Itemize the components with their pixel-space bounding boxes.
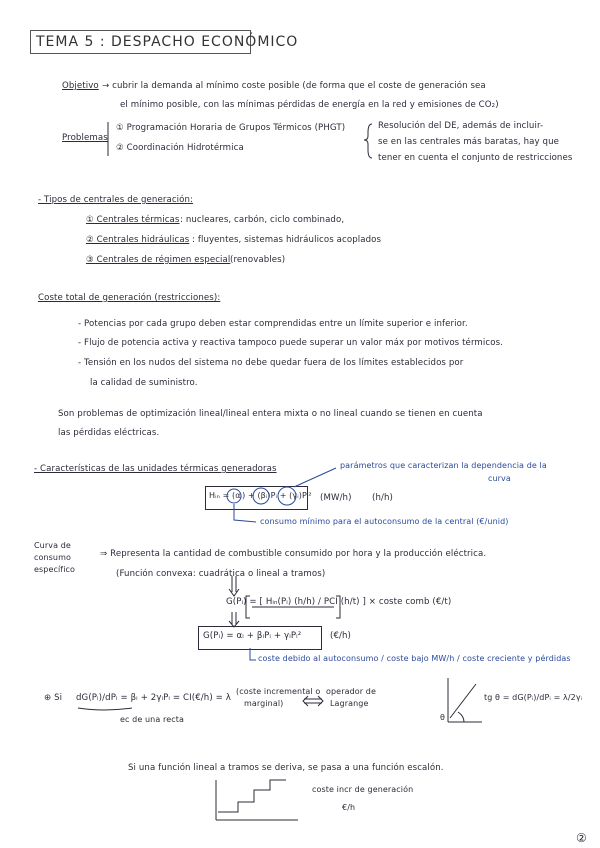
- curve-label: Curva de consumo específico: [34, 541, 76, 574]
- type-item-1-name: ① Centrales térmicas: [86, 215, 180, 225]
- function-text: (Función convexa: cuadrática o lineal a tramos): [116, 569, 326, 579]
- incremental-underline: [78, 708, 132, 710]
- problem-item-2: ② Coordinación Hidrotérmica: [116, 143, 244, 153]
- cost-bullet-3a: - Tensión en los nudos del sistema no debe quedar fuera de los límites establecidos por: [78, 358, 464, 368]
- page-number: ②: [576, 831, 587, 845]
- step-curve: [218, 780, 286, 812]
- fraction-bracket-right: [336, 596, 340, 618]
- lagrange-note-2: Lagrange: [330, 699, 369, 708]
- cost-paragraph-2: las pérdidas eléctricas.: [58, 428, 160, 438]
- step-text: Si una función lineal a tramos se deriva, se pasa a una función escalón.: [128, 763, 444, 773]
- graph-theta-label: θ: [440, 713, 445, 722]
- incremental-note-1: (coste incremental o: [236, 687, 321, 696]
- type-item-1-detail: : nucleares, carbón, ciclo combinado,: [180, 215, 345, 225]
- cost-bullet-2: - Flujo de potencia activa y reactiva tampoco puede superar un valor máx por motivos térmicos.: [78, 338, 503, 348]
- problems-note-2: se en las centrales más baratas, hay que: [378, 137, 559, 147]
- g-note: coste debido al autoconsumo / coste bajo MW/h / coste creciente y pérdidas: [258, 654, 571, 663]
- beta-circle: [253, 488, 269, 504]
- cost-paragraph-1: Son problemas de optimización lineal/lineal entera mixta o no lineal cuando se tienen en cuenta: [58, 409, 483, 419]
- incremental-sub-note: ec de una recta: [120, 715, 184, 724]
- problems-brace: [364, 124, 372, 158]
- formula-units-1: (MW/h): [320, 493, 352, 503]
- characteristics-heading: - Características de las unidades térmicas generadoras: [34, 464, 277, 474]
- type-item-3-name: ③ Centrales de régimen especial: [86, 255, 231, 265]
- page-title: TEMA 5 : DESPACHO ECONÓMICO: [36, 34, 299, 50]
- tan-formula: tg θ = dG(Pᵢ)/dPᵢ = λ/2γᵢ: [484, 693, 583, 702]
- param-leader: [294, 468, 336, 487]
- step-label-2: €/h: [342, 803, 356, 812]
- lagrange-note-1: operador de: [326, 687, 376, 696]
- formula: Hᵢₙ = (αᵢ) + (βᵢ)Pᵢ + (γᵢ)Pᵢ²: [209, 491, 312, 500]
- cost-bullet-3b: la calidad de suministro.: [90, 378, 198, 388]
- g-leader: [250, 648, 256, 660]
- g-result: G(Pᵢ) = αᵢ + βᵢPᵢ + γᵢPᵢ²: [203, 631, 302, 641]
- g-formula: G(Pᵢ) = [ Hᵢₙ(Pᵢ) (h/h) / PCI (h/t) ] × coste comb (€/t): [226, 597, 452, 607]
- alpha-leader: [234, 504, 256, 522]
- objective-line1: → cubrir la demanda al mínimo coste posible (de forma que el coste de generación sea: [102, 81, 486, 91]
- gamma-circle: [278, 487, 296, 505]
- objective-line2: el mínimo posible, con las mínimas pérdidas de energía en la red y emisiones de CO₂): [120, 100, 499, 110]
- type-item-2-detail: : fluyentes, sistemas hidráulicos acoplados: [192, 235, 382, 245]
- iff-arrow: [303, 696, 323, 706]
- cost-heading: Coste total de generación (restricciones):: [38, 293, 221, 303]
- graph-line: [450, 684, 476, 718]
- type-item-3-detail: (renovables): [230, 255, 286, 265]
- g-units: (€/h): [330, 631, 352, 641]
- graph-angle-arc: [458, 712, 464, 722]
- curve-arrow-text: ⇒ Representa la cantidad de combustible consumido por hora y la producción eléctrica.: [100, 549, 487, 559]
- problems-label: Problemas: [62, 133, 108, 143]
- step-label-1: coste incr de generación: [312, 785, 414, 794]
- param-note-1: parámetros que caracterizan la dependencia de la: [340, 461, 547, 470]
- type-item-2-name: ② Centrales hidráulicas: [86, 235, 190, 245]
- consumo-note: consumo mínimo para el autoconsumo de la central (€/unid): [260, 517, 509, 526]
- problem-item-1: ① Programación Horaria de Grupos Térmicos (PHGT): [116, 123, 346, 133]
- cost-bullet-1: - Potencias por cada grupo deben estar comprendidas entre un límite superior e inferior.: [78, 319, 468, 329]
- param-note-2: curva: [488, 474, 511, 483]
- fraction-bracket-left: [246, 596, 250, 618]
- incremental-note-2: marginal): [244, 699, 284, 708]
- incremental-expr: dG(Pᵢ)/dPᵢ = βᵢ + 2γᵢPᵢ = CI(€/h) = λ: [76, 693, 231, 703]
- formula-units-2: (h/h): [372, 493, 393, 503]
- down-arrow-1-head: [229, 589, 239, 596]
- problems-note-1: Resolución del DE, además de incluir-: [378, 121, 544, 131]
- types-heading: - Tipos de centrales de generación:: [38, 195, 194, 205]
- problems-note-3: tener en cuenta el conjunto de restricciones: [378, 153, 573, 163]
- if-label: ⊕ Si: [44, 693, 63, 703]
- alpha-circle: [227, 489, 241, 503]
- objective-label: Objetivo: [62, 81, 99, 91]
